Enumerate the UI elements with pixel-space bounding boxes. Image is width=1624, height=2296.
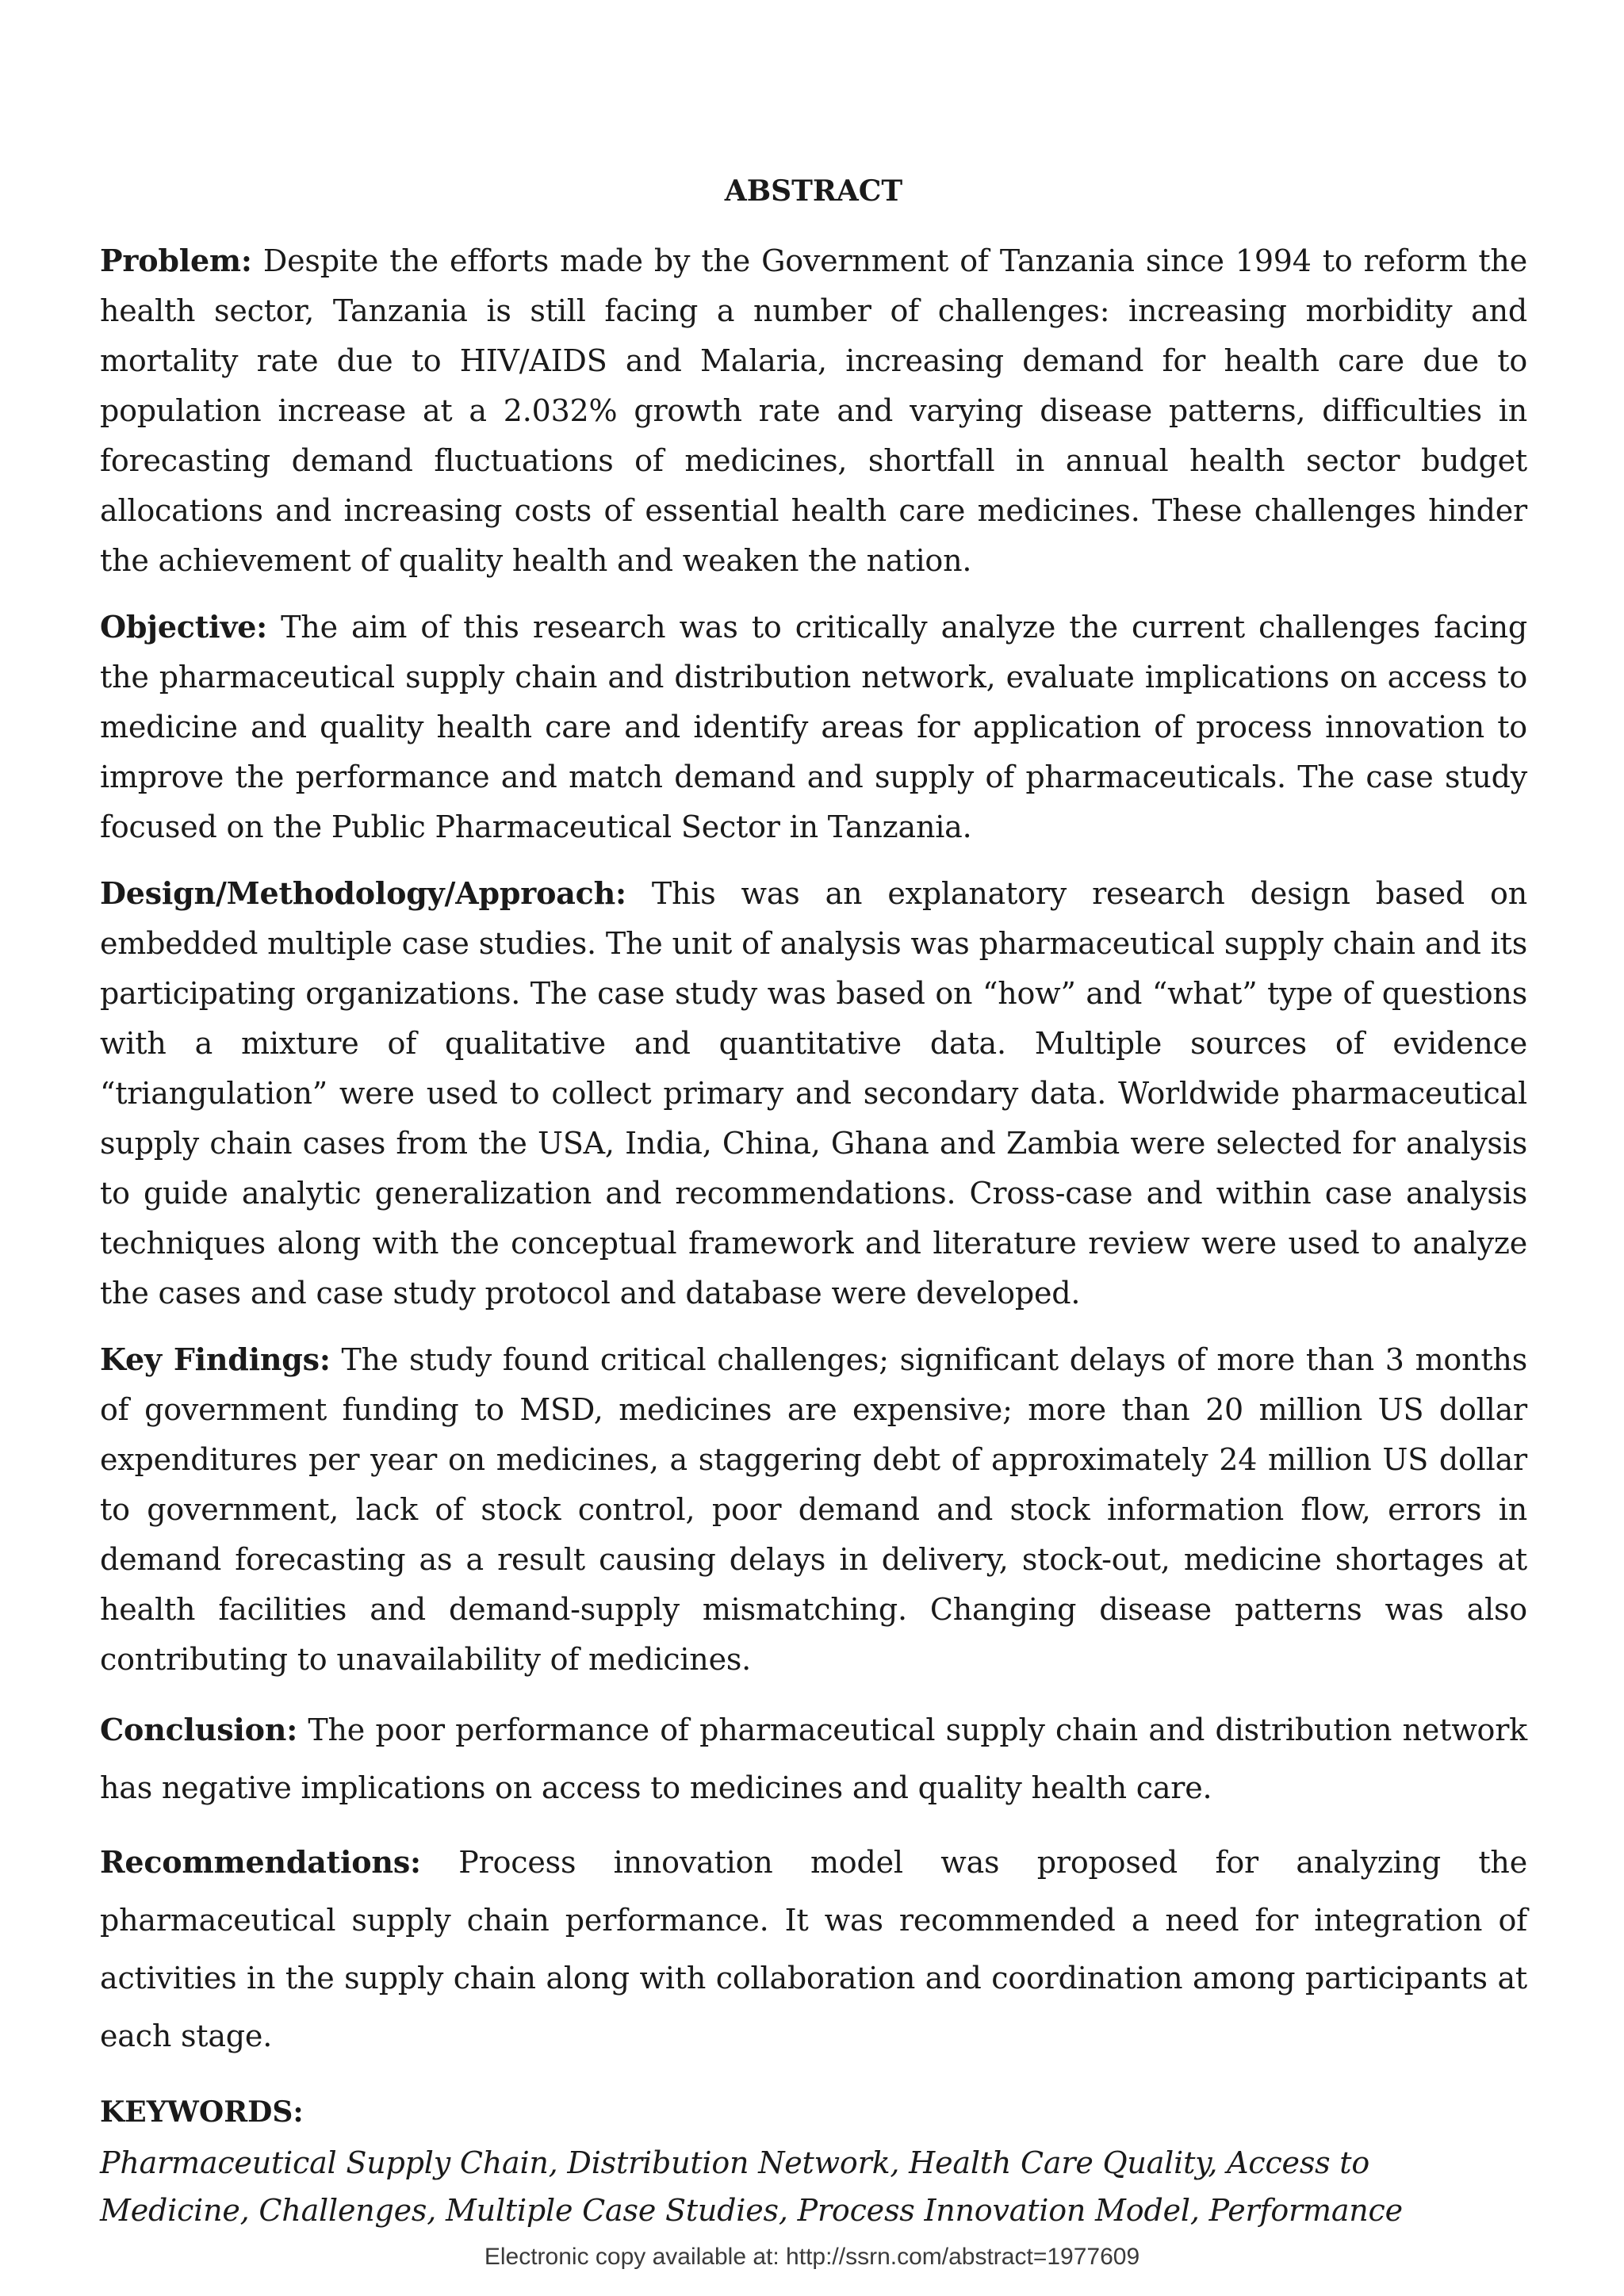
abstract-page [100, 159, 1527, 2234]
key-findings-label: Key Findings: [100, 1341, 331, 1378]
problem-text: Despite the efforts made by the Government of Tanzania since 1994 to reform the health sector, Tanzania is still facing a number of challenges: increasing morbidity and mortality rate due to HIV/AIDS and Malaria, increasing demand for health care due to population increase at a 2.032% growth rate and varying disease patterns, difficulties in forecasting demand fluctuations of medicines, shortfall in annual health sector budget allocations and increasing costs of essential health care medicines. These challenges hinder the achievement of quality health and weaken the nation. [100, 243, 1527, 579]
methodology-paragraph [100, 868, 1527, 1318]
conclusion-label: Conclusion: [100, 1712, 298, 1748]
objective-label: Objective: [100, 609, 268, 645]
recommendations-paragraph [100, 1833, 1527, 2065]
conclusion-paragraph [100, 1701, 1527, 1817]
problem-paragraph [100, 235, 1527, 586]
objective-text: The aim of this research was to critically analyze the current challenges facing the pharmaceutical supply chain and distribution network, evaluate implications on access to medicine and quality health care and identify areas for application of process innovation to improve the performance and match demand and supply of pharmaceuticals. The case study focused on the Public Pharmaceutical Sector in Tanzania. [100, 610, 1527, 845]
keywords-heading: KEYWORDS: [100, 2095, 304, 2130]
key-findings-text: The study found critical challenges; significant delays of more than 3 months of government funding to MSD, medicines are expensive; more than 20 million US dollar expenditures per year on medicines, a staggering debt of approximately 24 million US dollar to government, lack of stock control, poor demand and stock information flow, errors in demand forecasting as a result causing delays in delivery, stock-out, medicine shortages at health facilities and demand-supply mismatching. Changing disease patterns was also contributing to unavailability of medicines. [100, 1342, 1527, 1678]
methodology-text: This was an explanatory research design based on embedded multiple case studies. The unit of analysis was pharmaceutical supply chain and its participating organizations. The case study was based on “how” and “what” type of questions with a mixture of qualitative and quantitative data. Multiple sources of evidence “triangulation” were used to collect primary and secondary data. Worldwide pharmaceutical supply chain cases from the USA, India, China, Ghana and Zambia were selected for analysis to guide analytic generalization and recommendations. Cross-case and within case analysis techniques along with the conceptual framework and literature review were used to analyze the cases and case study protocol and database were developed. [100, 876, 1527, 1311]
recommendations-label: Recommendations: [100, 1844, 421, 1881]
keywords-list: Pharmaceutical Supply Chain, Distribution Network, Health Care Quality, Access to Medicine, Challenges, Multiple Case Studies, Process Innovation Model, Performance [100, 2145, 1403, 2228]
problem-label: Problem: [100, 243, 252, 279]
conclusion-text: The poor performance of pharmaceutical supply chain and distribution network has negative implications on access to medicines and quality health care. [100, 1712, 1527, 1806]
key-findings-paragraph [100, 1334, 1527, 1685]
methodology-label: Design/Methodology/Approach: [100, 875, 626, 912]
objective-paragraph [100, 602, 1527, 852]
page-title: ABSTRACT [724, 174, 903, 208]
ssrn-footer: Electronic copy available at: http://ssrn.com/abstract=1977609 [484, 2244, 1140, 2270]
recommendations-text: Process innovation model was proposed for analyzing the pharmaceutical supply chain performance. It was recommended a need for integration of activities in the supply chain along with collaboration and coordination among participants at each stage. [100, 1845, 1527, 2054]
